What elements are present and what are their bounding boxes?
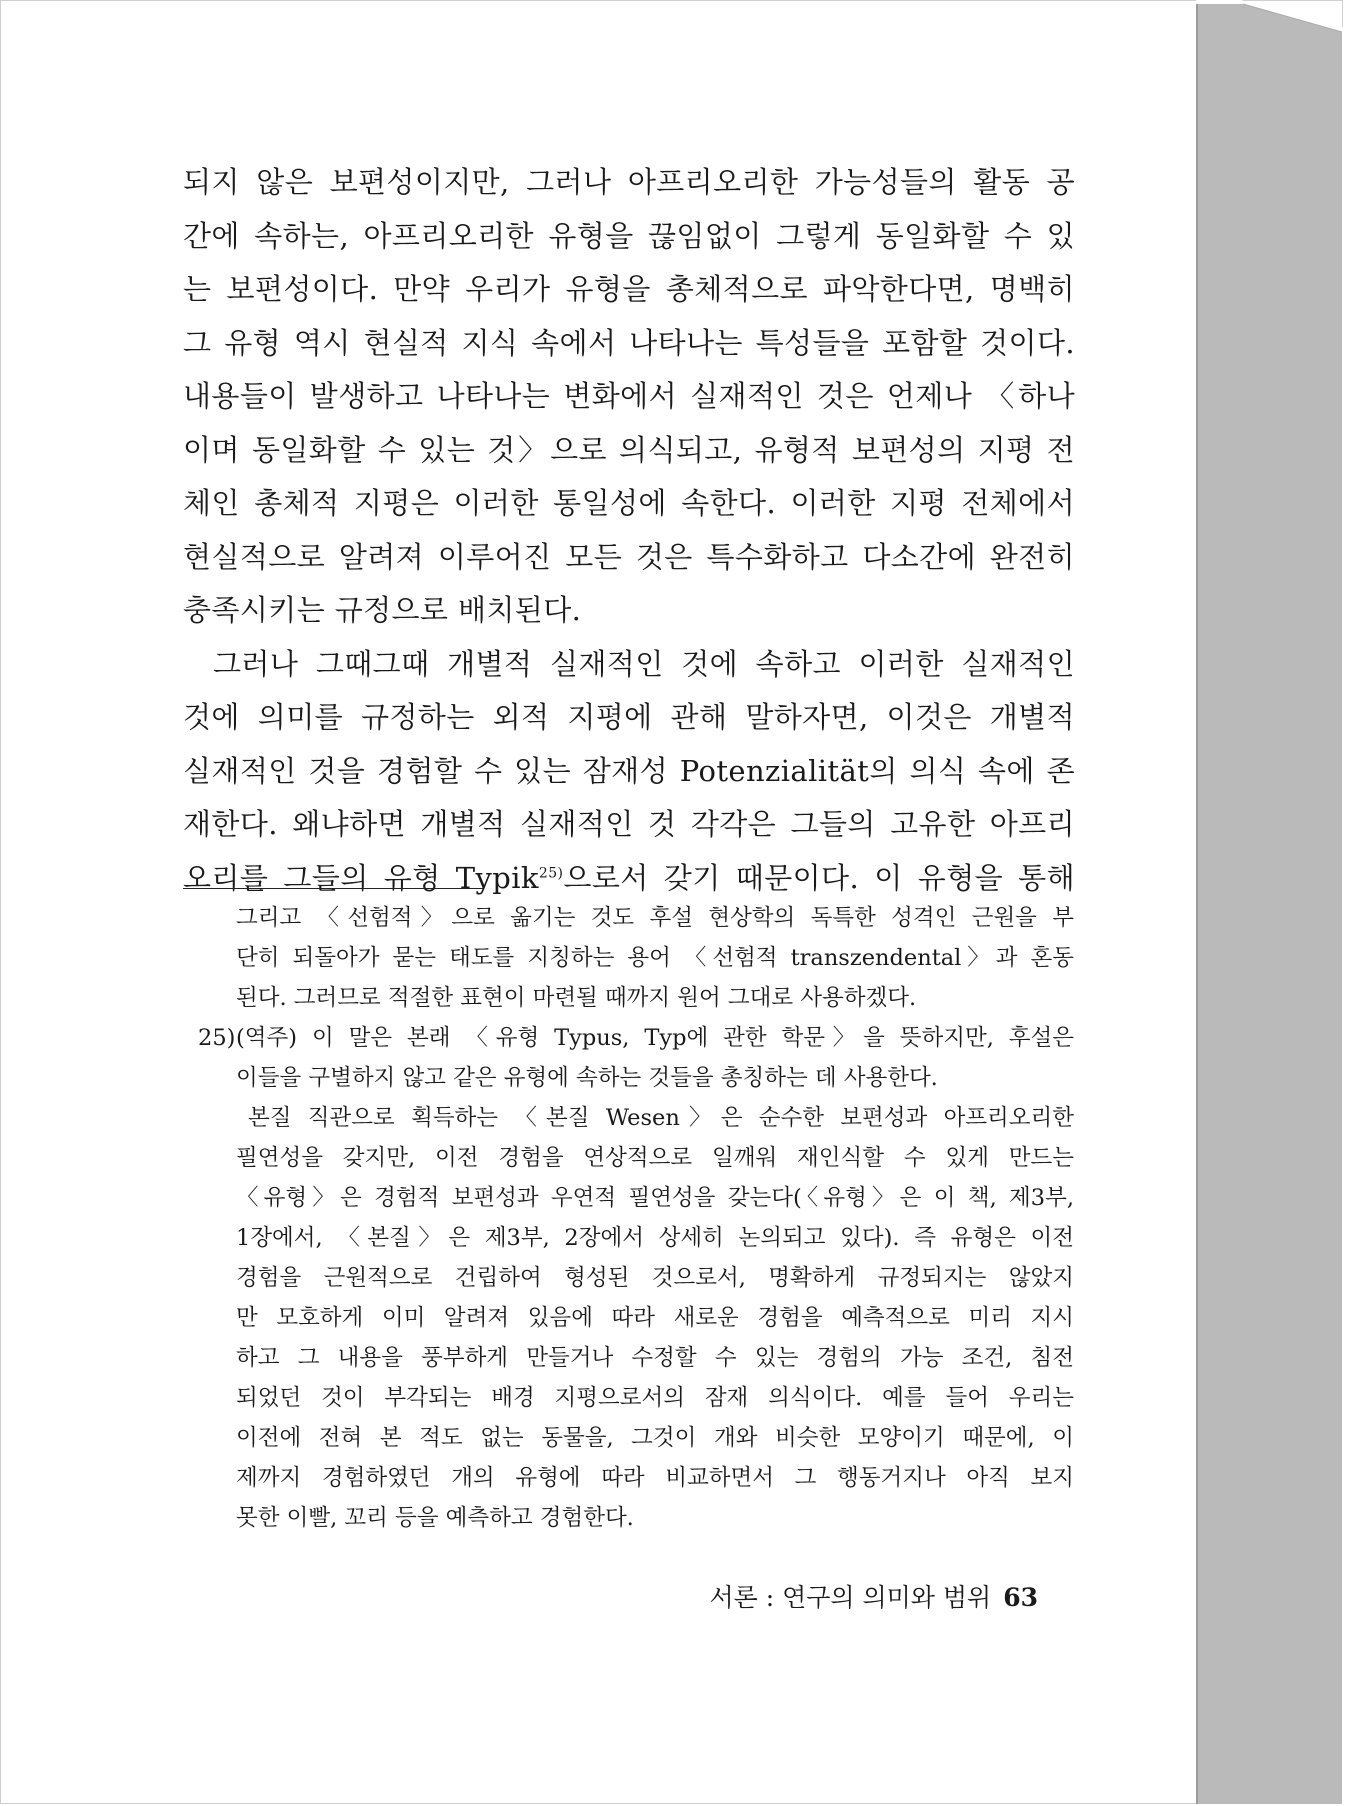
body-line-segment: 으로서 갖기 때문이다. 이 유형을 통해: [563, 860, 1076, 895]
body-line: 내용들이 발생하고 나타나는 변화에서 실재적인 것은 언제나 〈하나: [183, 379, 1075, 413]
body-line: 그러나 그때그때 개별적 실재적인 것에 속하고 이러한 실재적인: [213, 646, 1075, 681]
footnote-line: 하고 그 내용을 풍부하게 만들거나 수정할 수 있는 경험의 가능 조건, 침전: [236, 1345, 1074, 1371]
body-line: 는 보편성이다. 만약 우리가 유형을 총체적으로 파악한다면, 명백히: [183, 272, 1075, 306]
footnote-divider: [183, 888, 483, 889]
chapter-title: 서론 : 연구의 의미와 범위: [709, 1583, 992, 1612]
footnote-reference[interactable]: 25): [538, 864, 564, 881]
footnote-number: 25): [198, 1025, 236, 1051]
body-line-segment: 오리를 그들의 유형 Typik: [183, 860, 539, 895]
running-footer: [700, 1578, 1038, 1614]
footnote-line: 되었던 것이 부각되는 배경 지평으로서의 잠재 의식이다. 예를 들어 우리는: [236, 1385, 1074, 1411]
footnote-line: 본질 직관으로 획득하는 〈본질 Wesen〉은 순수한 보편성과 아프리오리한: [248, 1105, 1074, 1131]
page-edge: [1196, 0, 1345, 1806]
footnote-line: 이들을 구별하지 않고 같은 유형에 속하는 것들을 총칭하는 데 사용한다.: [236, 1065, 938, 1091]
body-line: 이며 동일화할 수 있는 것〉으로 의식되고, 유형적 보편성의 지평 전: [183, 432, 1075, 467]
body-line: 재한다. 왜냐하면 개별적 실재적인 것 각각은 그들의 고유한 아프리: [183, 807, 1075, 841]
body-line: 그 유형 역시 현실적 지식 속에서 나타나는 특성들을 포함할 것이다.: [183, 325, 1075, 360]
body-line: 실재적인 것을 경험할 수 있는 잠재성 Potenzialität의 의식 속에 존: [183, 753, 1075, 788]
footnote-line: 만 모호하게 이미 알려져 있음에 따라 새로운 경험을 예측적으로 미리 지시: [236, 1305, 1074, 1331]
footnote-line: 이전에 전혀 본 적도 없는 동물을, 그것이 개와 비슷한 모양이기 때문에, 이: [236, 1425, 1074, 1451]
body-line: 되지 않은 보편성이지만, 그러나 아프리오리한 가능성들의 활동 공: [183, 165, 1075, 199]
page-edge-slab: [1197, 4, 1342, 1804]
footnote-line: 못한 이빨, 꼬리 등을 예측하고 경험한다.: [236, 1505, 634, 1531]
body-line: [183, 852, 1075, 906]
footnote-25-line: [198, 1018, 1074, 1058]
footnote-line: 된다. 그러므로 적절한 표현이 마련될 때까지 원어 그대로 사용하겠다.: [236, 985, 917, 1011]
footnote-line: 그리고 〈선험적〉으로 옮기는 것도 후설 현상학의 독특한 성격인 근원을 부: [236, 905, 1074, 931]
footnote-line: 제까지 경험하였던 개의 유형에 따라 비교하면서 그 행동거지나 아직 보지: [236, 1465, 1074, 1491]
footnotes: [198, 898, 1074, 1538]
footnote-text: (역주) 이 말은 본래 〈유형 Typus, Typ에 관한 학문〉을 뜻하지만, 후설은: [236, 1025, 1074, 1051]
body-line: 충족시키는 규정으로 배치된다.: [183, 593, 582, 627]
footnote-line: 경험을 근원적으로 건립하여 형성된 것으로서, 명확하게 규정되지는 않았지: [236, 1265, 1074, 1291]
footnote-line: 필연성을 갖지만, 이전 경험을 연상적으로 일깨워 재인식할 수 있게 만드는: [236, 1145, 1074, 1171]
body-line: 현실적으로 알려져 이루어진 모든 것은 특수화하고 다소간에 완전히: [183, 539, 1075, 574]
footnote-line: 1장에서, 〈본질〉은 제3부, 2장에서 상세히 논의되고 있다). 즉 유형은 이전: [236, 1225, 1074, 1251]
body-line: 간에 속하는, 아프리오리한 유형을 끊임없이 그렇게 동일화할 수 있: [183, 218, 1075, 253]
page-number: 63: [1003, 1583, 1038, 1612]
footnote-line: 〈유형〉은 경험적 보편성과 우연적 필연성을 갖는다(〈유형〉은 이 책, 제3부,: [236, 1185, 1074, 1211]
body-line: 체인 총체적 지평은 이러한 통일성에 속한다. 이러한 지평 전체에서: [183, 486, 1075, 520]
body-text: [183, 156, 1075, 905]
body-line: 것에 의미를 규정하는 외적 지평에 관해 말하자면, 이것은 개별적: [183, 700, 1075, 734]
footnote-line: 단히 되돌아가 묻는 태도를 지칭하는 용어 〈선험적 transzendental〉과 혼동: [236, 945, 1074, 971]
